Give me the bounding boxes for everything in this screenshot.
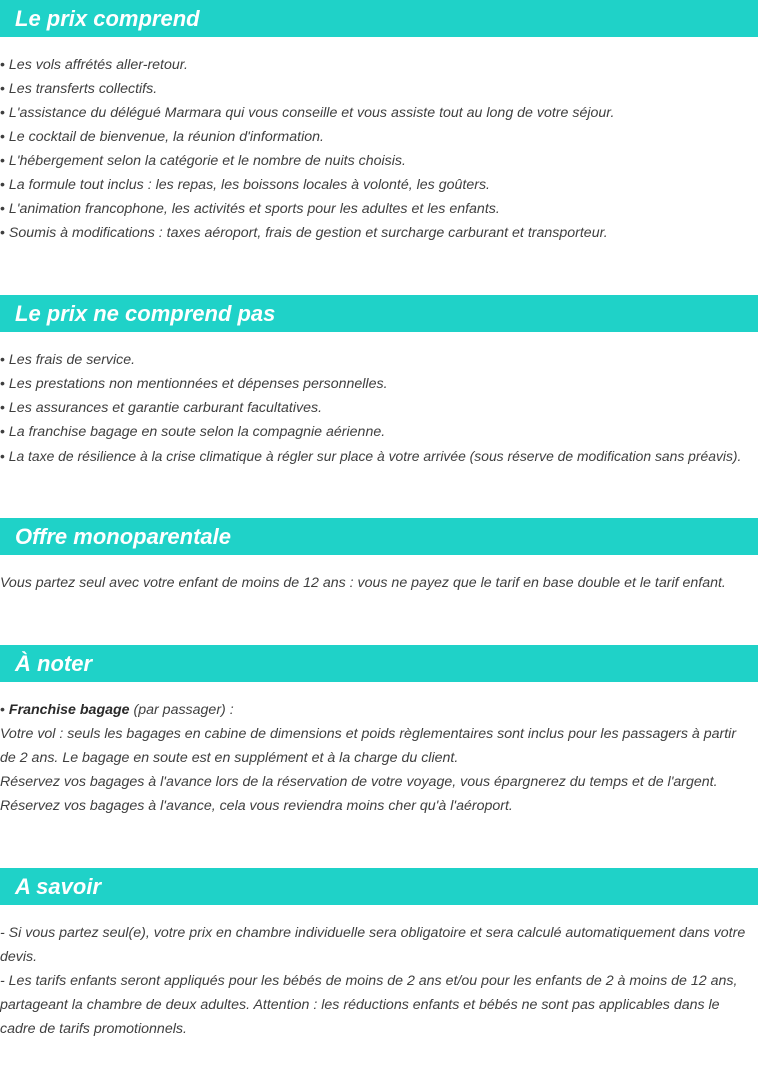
bullet-icon: • <box>0 352 5 368</box>
section-prix-comprend <box>0 0 758 245</box>
list-item: • La formule tout inclus : les repas, les boissons locales à volonté, les goûters. <box>0 177 490 193</box>
list-item: • Les vols affrétés aller-retour. <box>0 57 188 73</box>
section-prix-ne-comprend-pas <box>0 295 758 468</box>
bullet-icon: • <box>0 702 5 718</box>
section-text-block <box>0 555 758 595</box>
section-content <box>0 682 758 818</box>
list-item: • La taxe de résilience à la crise climatique à régler sur place à votre arrivée (sous réserve de modification sans préavis). <box>0 448 742 464</box>
list-item: • L'hébergement selon la catégorie et le nombre de nuits choisis. <box>0 153 406 169</box>
section-title: Le prix comprend <box>0 0 758 37</box>
list-item: • L'animation francophone, les activités et sports pour les adultes et les enfants. <box>0 201 500 217</box>
bullet-icon: • <box>0 57 5 73</box>
bullet-icon: • <box>0 225 5 241</box>
bullet-icon: • <box>0 177 5 193</box>
section-title: À noter <box>0 645 758 682</box>
section-a-noter <box>0 645 758 818</box>
list-item: • Les assurances et garantie carburant facultatives. <box>0 400 323 416</box>
section-text: Vous partez seul avec votre enfant de moins de 12 ans : vous ne payez que le tarif en base double et le tarif enfant. <box>0 575 726 591</box>
paragraph: - Si vous partez seul(e), votre prix en chambre individuelle sera obligatoire et sera calculé automatiquement dans votre devis. <box>0 925 746 965</box>
section-list <box>0 37 758 245</box>
section-offre-monoparentale <box>0 518 758 595</box>
section-title: A savoir <box>0 868 758 905</box>
section-title: Le prix ne comprend pas <box>0 295 758 332</box>
paragraph: Votre vol : seuls les bagages en cabine de dimensions et poids règlementaires sont inclus pour les passagers à partir de 2 ans. Le bagage en soute est en supplément et à la charge du client. <box>0 726 737 766</box>
franchise-label-line <box>0 698 758 722</box>
section-list <box>0 332 758 468</box>
bullet-icon: • <box>0 105 5 121</box>
bullet-icon: • <box>0 448 5 464</box>
bullet-icon: • <box>0 201 5 217</box>
bullet-icon: • <box>0 400 5 416</box>
section-content <box>0 905 758 1041</box>
paragraph: - Les tarifs enfants seront appliqués pour les bébés de moins de 2 ans et/ou pour les enfants de 2 à moins de 12 ans, partageant la chambre de deux adultes. Attention : les réductions enfants et bébés ne sont pas applicables dans le cadre de tarifs promotionnels. <box>0 973 738 1037</box>
paragraph: Réservez vos bagages à l'avance, cela vous reviendra moins cher qu'à l'aéroport. <box>0 798 513 814</box>
list-item: • Le cocktail de bienvenue, la réunion d'information. <box>0 129 324 145</box>
bullet-icon: • <box>0 153 5 169</box>
list-item: • La franchise bagage en soute selon la compagnie aérienne. <box>0 424 386 440</box>
list-item: • L'assistance du délégué Marmara qui vous conseille et vous assiste tout au long de votre séjour. <box>0 105 615 121</box>
paragraph: Réservez vos bagages à l'avance lors de la réservation de votre voyage, vous épargnerez du temps et de l'argent. <box>0 774 718 790</box>
section-title: Offre monoparentale <box>0 518 758 555</box>
bullet-icon: • <box>0 424 5 440</box>
franchise-label-suffix: (par passager) : <box>129 702 234 718</box>
bullet-icon: • <box>0 376 5 392</box>
list-item: • Soumis à modifications : taxes aéroport, frais de gestion et surcharge carburant et transporteur. <box>0 225 608 241</box>
bullet-icon: • <box>0 81 5 97</box>
section-a-savoir <box>0 868 758 1041</box>
bullet-icon: • <box>0 129 5 145</box>
franchise-bold-label: Franchise bagage <box>8 702 130 718</box>
list-item: • Les transferts collectifs. <box>0 81 158 97</box>
list-item: • Les frais de service. <box>0 352 136 368</box>
list-item: • Les prestations non mentionnées et dépenses personnelles. <box>0 376 388 392</box>
